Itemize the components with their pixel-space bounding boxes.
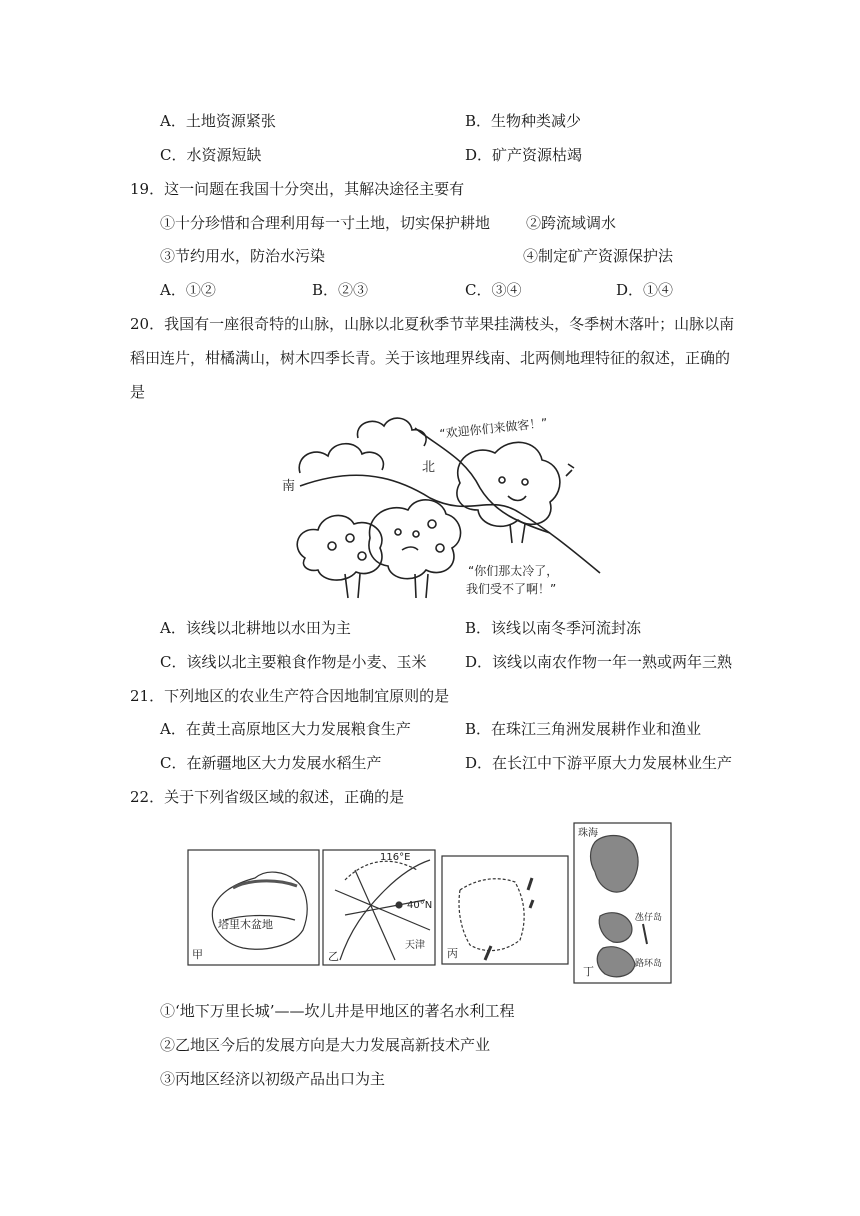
- q19-option-d: D．①④: [616, 281, 674, 299]
- q21-option-b: B．在珠江三角洲发展耕作业和渔业: [465, 720, 702, 738]
- q22-item-3: ③丙地区经济以初级产品出口为主: [160, 1070, 386, 1088]
- q20-option-d: D．该线以南农作物一年一熟或两年三熟: [465, 653, 733, 671]
- q20-stem-line3: 是: [130, 383, 146, 401]
- north-speech: “欢迎你们来做客！”: [438, 415, 549, 441]
- q22-stem: 22．关于下列省级区域的叙述，正确的是: [130, 788, 405, 806]
- map-jia-basin-label: 塔里木盆地: [218, 918, 273, 931]
- map-jia-frame: [188, 850, 319, 965]
- q20-option-c: C．该线以北主要粮食作物是小麦、玉米: [160, 653, 427, 671]
- q20-option-a: A．该线以北耕地以水田为主: [160, 619, 351, 637]
- q19-option-b: B．②③: [312, 281, 369, 299]
- label-north: 北: [422, 460, 436, 475]
- q20-stem-line1: 20．我国有一座很奇特的山脉，山脉以北夏秋季节苹果挂满枝头，冬季树木落叶；山脉以南: [130, 315, 735, 333]
- map-yi-city: 天津: [405, 940, 425, 951]
- map-yi-longitude: 116°E: [380, 852, 411, 863]
- province-maps-figure: [185, 820, 675, 988]
- south-speech-line1: “你们那太冷了，: [468, 564, 559, 578]
- q19-item-2: ②跨流域调水: [526, 214, 617, 232]
- q19-option-a: A．①②: [160, 281, 216, 299]
- q22-item-1: ①‘地下万里长城’——坎儿井是甲地区的著名水利工程: [160, 1002, 515, 1020]
- q18-option-b: B．生物种类减少: [465, 112, 582, 130]
- q20-option-b: B．该线以南冬季河流封冻: [465, 619, 642, 637]
- map-ding-top-label: 珠海: [578, 828, 598, 839]
- map-ding-island1: 氹仔岛: [635, 913, 663, 923]
- map-jia-label: 甲: [192, 948, 203, 961]
- q18-option-d: D．矿产资源枯竭: [465, 146, 583, 164]
- cloud-top: [357, 418, 426, 446]
- q20-stem-line2: 稻田连片，柑橘满山，树木四季长青。关于该地理界线南、北两侧地理特征的叙述，正确的: [130, 349, 731, 367]
- map-bing-label: 丙: [447, 947, 458, 960]
- map-yi-latitude: 40°N: [407, 900, 433, 911]
- q18-option-c: C．水资源短缺: [160, 146, 262, 164]
- q22-item-2: ②乙地区今后的发展方向是大力发展高新技术产业: [160, 1036, 491, 1054]
- q21-stem: 21．下列地区的农业生产符合因地制宜原则的是: [130, 687, 450, 705]
- q21-option-a: A．在黄土高原地区大力发展粮食生产: [160, 720, 411, 738]
- map-bing-frame: [442, 856, 568, 964]
- south-speech-line2: 我们受不了啊！”: [466, 582, 557, 596]
- map-ding-island2: 路环岛: [635, 959, 663, 969]
- q19-stem: 19．这一问题在我国十分突出，其解决途径主要有: [130, 180, 465, 198]
- map-ding-label: 丁: [583, 965, 594, 978]
- mountain-cartoon-figure: [270, 398, 610, 608]
- q19-option-c: C．③④: [465, 281, 522, 299]
- q19-item-1: ①十分珍惜和合理利用每一寸土地，切实保护耕地: [160, 214, 491, 232]
- label-south: 南: [282, 479, 296, 494]
- q19-item-4: ④制定矿产资源保护法: [523, 247, 674, 265]
- q21-option-d: D．在长江中下游平原大力发展林业生产: [465, 754, 733, 772]
- map-yi-label: 乙: [328, 950, 339, 963]
- q21-option-c: C．在新疆地区大力发展水稻生产: [160, 754, 382, 772]
- cloud-left: [299, 444, 383, 473]
- q19-item-3: ③节约用水，防治水污染: [160, 247, 326, 265]
- q18-option-a: A．土地资源紧张: [160, 112, 276, 130]
